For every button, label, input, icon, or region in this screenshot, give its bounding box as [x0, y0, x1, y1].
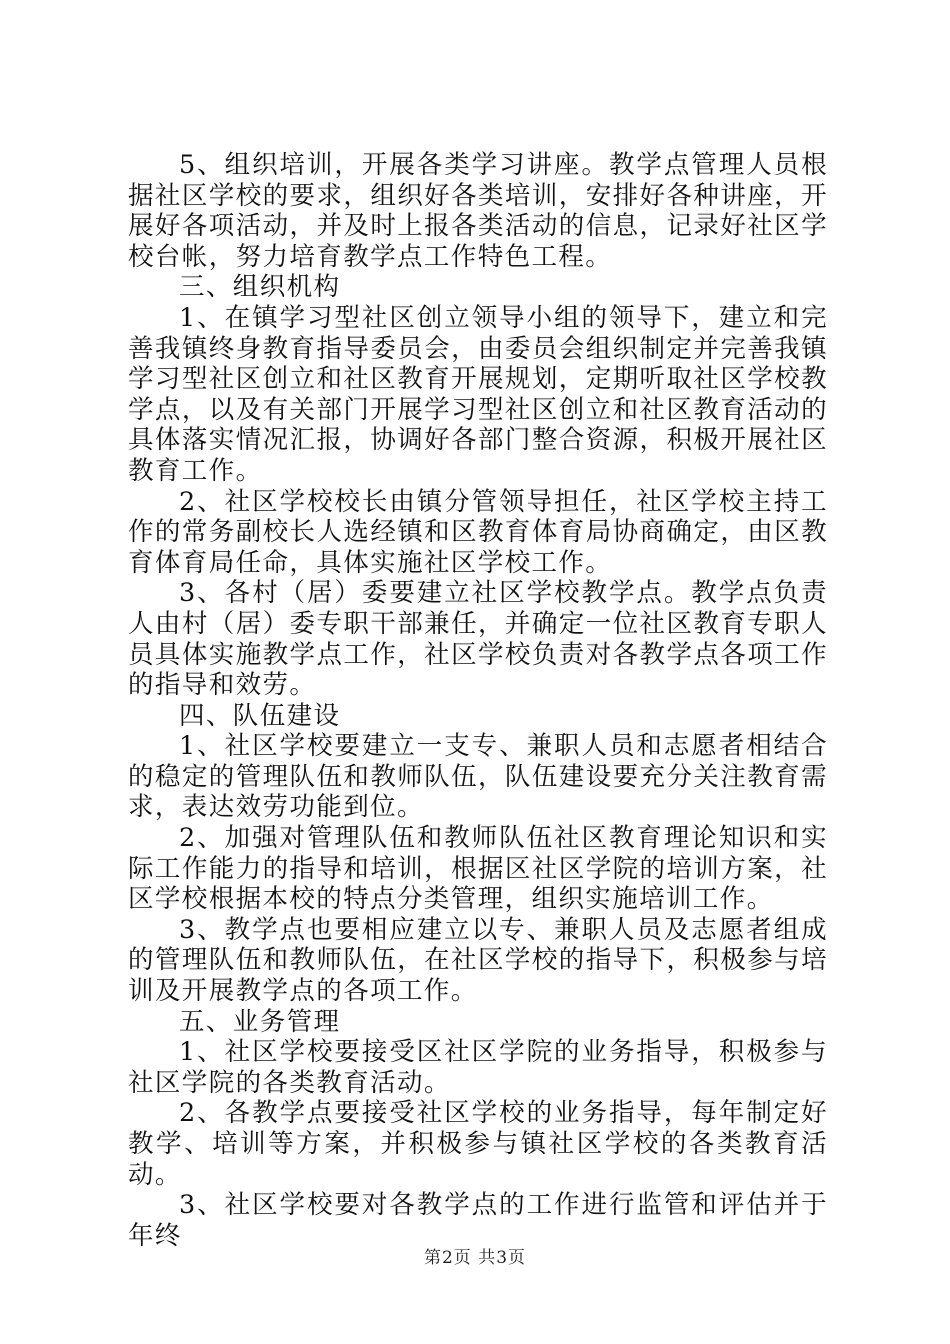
page-footer-number: 第2页 共3页	[423, 1248, 527, 1268]
paragraph-org-2: 2、社区学校校长由镇分管领导担任，社区学校主持工作的常务副校长人选经镇和区教育体育局协商确定，由区教育体育局任命，具体实施社区学校工作。	[128, 486, 828, 578]
paragraph-team-3: 3、教学点也要相应建立以专、兼职人员及志愿者组成的管理队伍和教师队伍，在社区学校的指导下，积极参与培训及开展教学点的各项工作。	[128, 914, 828, 1007]
paragraph-item5-training: 5、组织培训，开展各类学习讲座。教学点管理人员根据社区学校的要求，组织好各类培训，安排好各种讲座，开展好各项活动，并及时上报各类活动的信息，记录好社区学校台帐，努力培育教学点工作特色工程。	[128, 150, 828, 272]
section-heading-business: 五、业务管理	[179, 1006, 341, 1037]
paragraph-org-3: 3、各村（居）委要建立社区学校教学点。教学点负责人由村（居）委专职干部兼任，并确定一位社区教育专职人员具体实施教学点工作，社区学校负责对各教学点各项工作的指导和效劳。	[128, 578, 828, 701]
paragraph-team-1: 1、社区学校要建立一支专、兼职人员和志愿者相结合的稳定的管理队伍和教师队伍，队伍建设要充分关注教育需求，表达效劳功能到位。	[128, 731, 828, 823]
paragraph-business-2: 2、各教学点要接受社区学校的业务指导，每年制定好教学、培训等方案，并积极参与镇社区学校的各类教育活动。	[128, 1098, 828, 1190]
paragraph-business-1: 1、社区学校要接受区社区学院的业务指导，积极参与社区学院的各类教育活动。	[128, 1037, 828, 1098]
section-heading-organization: 三、组织机构	[179, 272, 341, 303]
paragraph-team-2: 2、加强对管理队伍和教师队伍社区教育理论知识和实际工作能力的指导和培训，根据区社区学院的培训方案，社区学校根据本校的特点分类管理，组织实施培训工作。	[128, 823, 828, 915]
paragraph-org-1: 1、在镇学习型社区创立领导小组的领导下，建立和完善我镇终身教育指导委员会，由委员会组织制定并完善我镇学习型社区创立和社区教育开展规划，定期听取社区学校教学点，以及有关部门开展学习型社区创立和社区教育活动的具体落实情况汇报，协调好各部门整合资源，积极开展社区教育工作。	[128, 302, 828, 486]
paragraph-business-3: 3、社区学校要对各教学点的工作进行监管和评估并于年终	[128, 1190, 828, 1251]
section-heading-team: 四、队伍建设	[179, 700, 341, 731]
document-body	[128, 150, 828, 1251]
